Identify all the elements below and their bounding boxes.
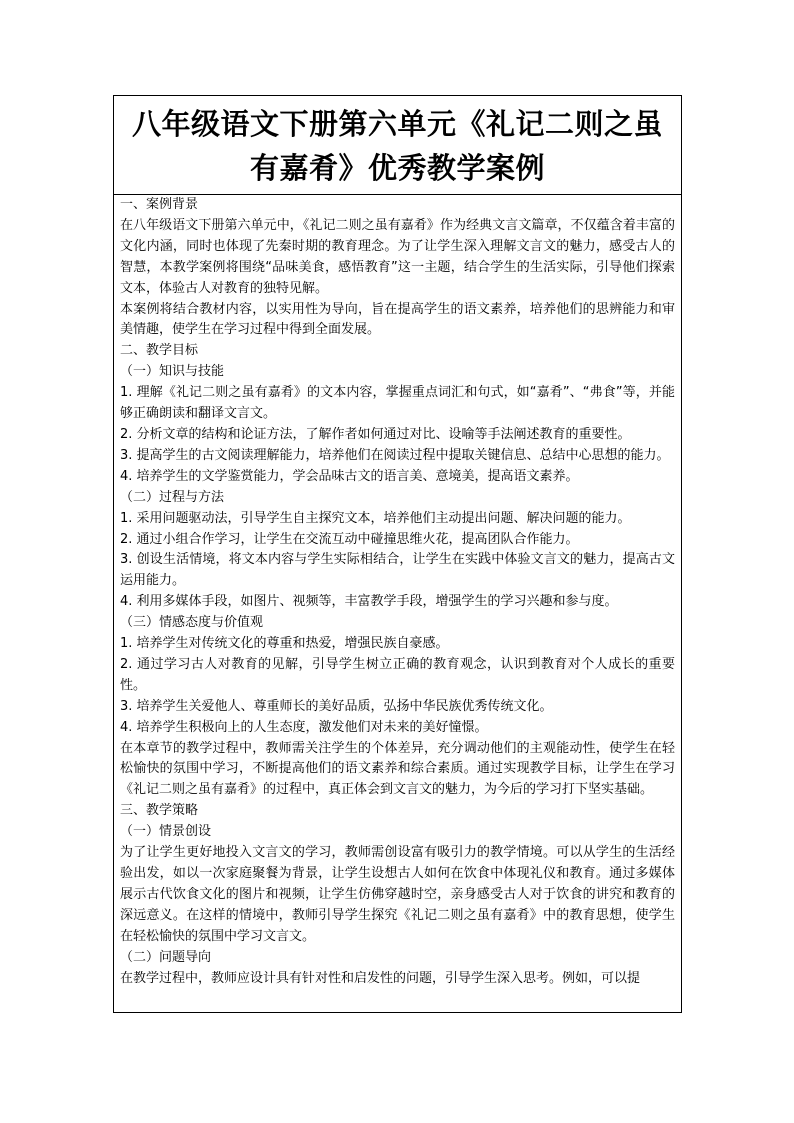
list-item: 2. 分析文章的结构和论证方法，了解作者如何通过对比、设喻等手法阐述教育的重要性。 <box>120 426 631 442</box>
list-item: 3. 创设生活情境，将文本内容与学生实际相结合，让学生在实践中体验文言文的魅力，提高古文运用能力。 <box>120 552 675 589</box>
list-item: 4. 培养学生积极向上的人生态度，激发他们对未来的美好憧憬。 <box>120 719 488 735</box>
document-title: 八年级语文下册第六单元《礼记二则之虽有嘉肴》优秀教学案例 <box>131 107 663 185</box>
subsection-heading: （二）过程与方法 <box>120 489 225 505</box>
document-body <box>114 195 681 989</box>
list-item: 2. 通过小组合作学习，让学生在交流互动中碰撞思维火花，提高团队合作能力。 <box>120 531 579 547</box>
list-item: 1. 采用问题驱动法，引导学生自主探究文本，培养他们主动提出问题、解决问题的能力。 <box>120 510 631 526</box>
subsection-heading: （二）问题导向 <box>120 949 212 965</box>
list-item: 1. 理解《礼记二则之虽有嘉肴》的文本内容，掌握重点词汇和句式，如“嘉肴”、“弗食”等，并能够正确朗读和翻译文言文。 <box>120 385 675 422</box>
list-item: 4. 利用多媒体手段，如图片、视频等，丰富教学手段，增强学生的学习兴趣和参与度。 <box>120 594 618 610</box>
list-item: 1. 培养学生对传统文化的尊重和热爱，增强民族自豪感。 <box>120 636 449 652</box>
paragraph: 在八年级语文下册第六单元中，《礼记二则之虽有嘉肴》作为经典文言文篇章，不仅蕴含着丰富的文化内涵，同时也体现了先秦时期的教育理念。为了让学生深入理解文言文的魅力，感受古人的智慧，本教学案例将围绕“品味美食，感悟教育”这一主题，结合学生的生活实际，引导他们探索文本，体验古人对教育的独特见解。 <box>120 217 675 296</box>
section-heading: 一、案例背景 <box>120 197 199 212</box>
list-item: 3. 培养学生关爱他人、尊重师长的美好品质，弘扬中华民族优秀传统文化。 <box>120 698 553 714</box>
list-item: 3. 提高学生的古文阅读理解能力，培养他们在阅读过程中提取关键信息、总结中心思想的能力。 <box>120 447 670 463</box>
subsection-heading: （三）情感态度与价值观 <box>120 615 264 631</box>
paragraph: 在教学过程中，教师应设计具有针对性和启发性的问题，引导学生深入思考。例如，可以提 <box>120 970 641 986</box>
subsection-heading: （一）情景创设 <box>120 824 212 840</box>
paragraph: 本案例将结合教材内容，以实用性为导向，旨在提高学生的语文素养，培养他们的思辨能力和审美情趣，使学生在学习过程中得到全面发展。 <box>120 301 675 338</box>
list-item: 4. 培养学生的文学鉴赏能力，学会品味古文的语言美、意境美，提高语文素养。 <box>120 468 579 484</box>
section-heading: 三、教学策略 <box>120 803 199 819</box>
subsection-heading: （一）知识与技能 <box>120 364 225 380</box>
list-item: 2. 通过学习古人对教育的见解，引导学生树立正确的教育观念，认识到教育对个人成长的重要性。 <box>120 656 675 693</box>
paragraph: 为了让学生更好地投入文言文的学习，教师需创设富有吸引力的教学情境。可以从学生的生活经验出发，如以一次家庭聚餐为背景，让学生设想古人如何在饮食中体现礼仪和教育。通过多媒体展示古代饮食文化的图片和视频，让学生仿佛穿越时空，亲身感受古人对于饮食的讲究和教育的深远意义。在这样的情境中，教师引导学生探究《礼记二则之虽有嘉肴》中的教育思想，使学生在轻松愉快的氛围中学习文言文。 <box>120 845 675 944</box>
paragraph: 在本章节的教学过程中，教师需关注学生的个体差异，充分调动他们的主观能动性，使学生在轻松愉快的氛围中学习，不断提高他们的语文素养和综合素质。通过实现教学目标，让学生在学习《礼记二则之虽有嘉肴》的过程中，真正体会到文言文的魅力，为今后的学习打下坚实基础。 <box>120 740 675 798</box>
document-frame <box>113 95 682 1013</box>
section-heading: 二、教学目标 <box>120 343 199 359</box>
